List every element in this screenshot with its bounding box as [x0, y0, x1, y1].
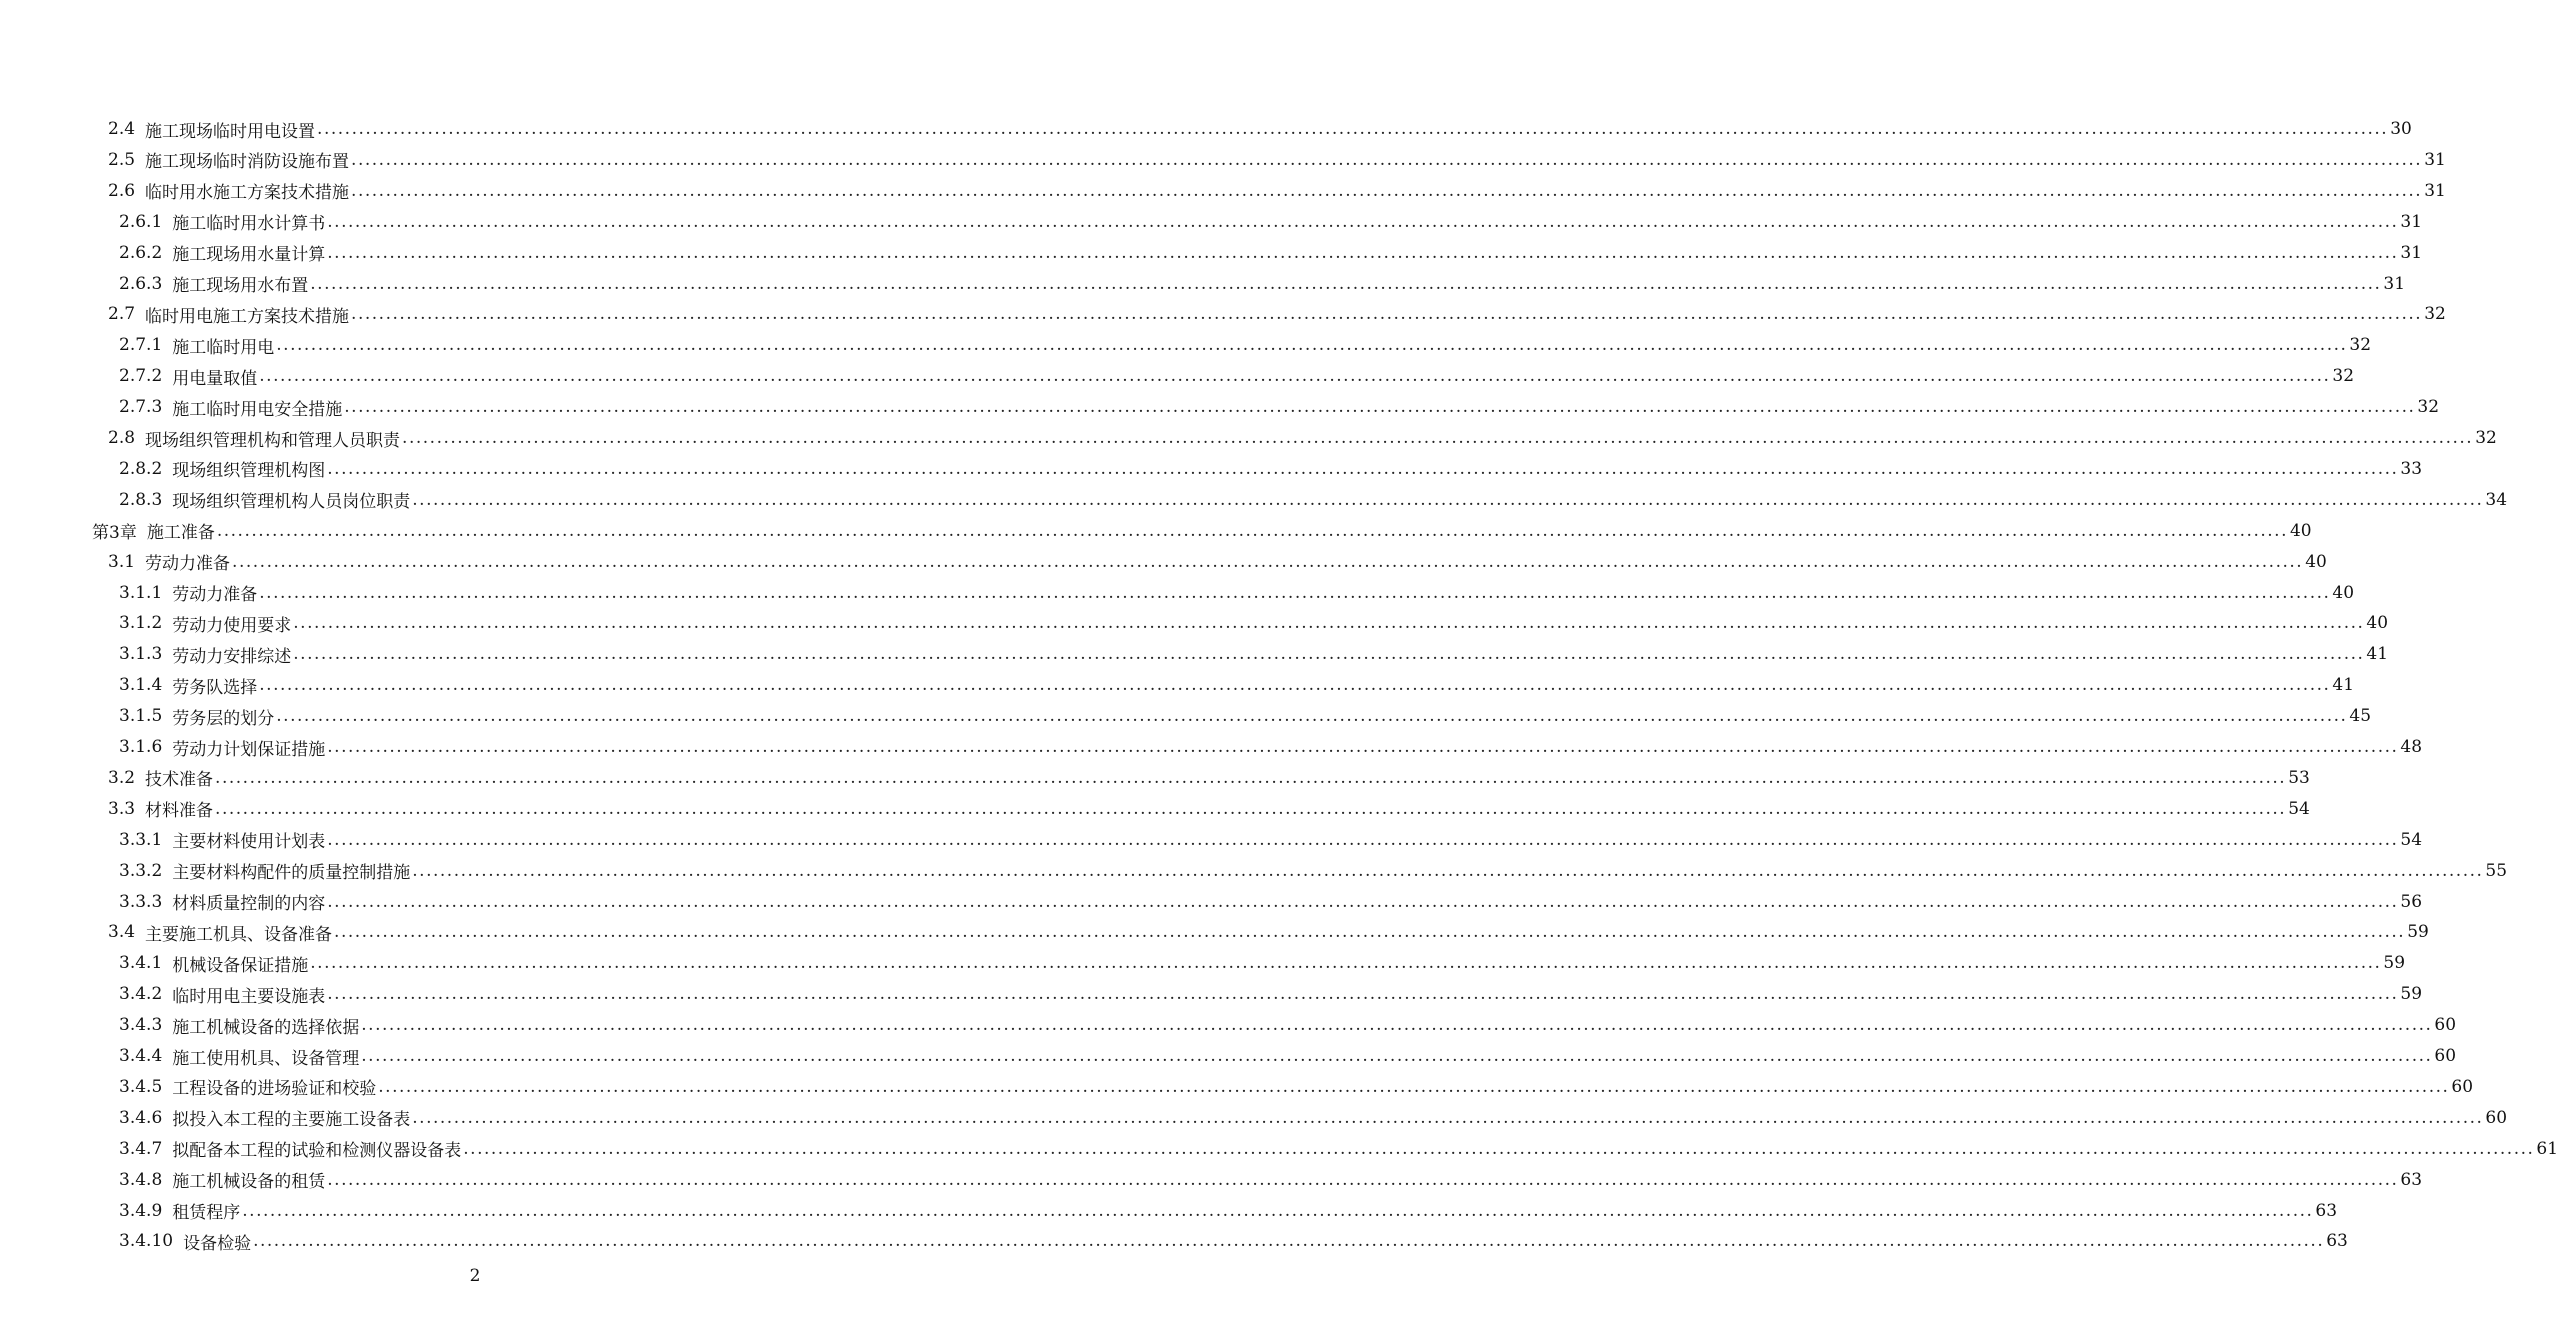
toc-entry-page: 32 [2424, 304, 2446, 325]
toc-leader-dots: ............................................................................................................................................................................................................................................................................................................ [259, 582, 2331, 603]
toc-entry[interactable] [119, 1072, 2474, 1102]
toc-entry-number: 2.4 [108, 119, 136, 139]
toc-leader-dots: ............................................................................................................................................................................................................................................................................................................ [327, 737, 2399, 757]
toc-entry-page: 59 [2383, 953, 2406, 974]
toc-entry[interactable] [119, 207, 2423, 237]
toc-entry-number: 3.3 [108, 798, 136, 819]
toc-entry-page: 31 [2400, 242, 2423, 263]
toc-leader-dots: ............................................................................................................................................................................................................................................................................................................ [351, 149, 2423, 170]
toc-entry[interactable] [119, 269, 2406, 299]
toc-entry-number: 2.7.1 [119, 335, 163, 356]
toc-entry-number: 2.8.2 [119, 458, 163, 479]
toc-entry[interactable] [119, 238, 2423, 268]
toc-entry-number: 3.4.7 [119, 1138, 163, 1159]
toc-leader-dots: ............................................................................................................................................................................................................................................................................................................ [327, 211, 2399, 232]
toc-entry-page: 63 [2315, 1200, 2338, 1221]
toc-entry[interactable] [119, 948, 2406, 978]
toc-entry-page: 32 [2417, 397, 2440, 418]
toc-entry-page: 32 [2332, 366, 2355, 387]
toc-entry-title: 现场组织管理机构人员岗位职责 [172, 492, 411, 513]
toc-entry-title: 劳务层的划分 [172, 708, 275, 729]
toc-entry-page: 31 [2424, 180, 2446, 201]
toc-leader-dots: ............................................................................................................................................................................................................................................................................................................ [327, 984, 2399, 1005]
toc-entry[interactable] [108, 794, 2310, 824]
toc-entry[interactable] [119, 1041, 2457, 1071]
toc-entry-title: 劳动力使用要求 [172, 615, 292, 636]
toc-entry-number: 3.4.9 [119, 1200, 163, 1221]
toc-leader-dots: ............................................................................................................................................................................................................................................................................................................ [412, 489, 2484, 510]
toc-entry-number: 2.8.3 [119, 489, 163, 510]
toc-entry-title: 材料准备 [145, 801, 214, 822]
toc-entry-page: 60 [2434, 1015, 2457, 1036]
toc-entry-title: 劳动力准备 [172, 585, 258, 605]
toc-entry-title: 施工临时用电安全措施 [172, 399, 343, 420]
toc-entry-page: 60 [2451, 1076, 2474, 1097]
toc-entry-number: 3.4.8 [119, 1169, 163, 1190]
toc-entry-page: 59 [2400, 984, 2423, 1005]
toc-leader-dots: ............................................................................................................................................................................................................................................................................................................ [327, 891, 2399, 912]
toc-entry-page: 53 [2288, 767, 2310, 788]
toc-entry-page: 31 [2400, 211, 2423, 232]
toc-entry[interactable] [119, 670, 2355, 700]
toc-entry[interactable] [108, 917, 2429, 947]
toc-entry[interactable] [108, 763, 2310, 793]
toc-entry-number: 2.6.1 [119, 211, 163, 232]
toc-entry-page: 40 [2289, 520, 2312, 541]
toc-leader-dots: ............................................................................................................................................................................................................................................................................................................ [310, 273, 2382, 294]
toc-leader-dots: ............................................................................................................................................................................................................................................................................................................ [293, 644, 2365, 665]
toc-leader-dots: ............................................................................................................................................................................................................................................................................................................ [412, 860, 2484, 881]
toc-entry-title: 设备检验 [183, 1233, 252, 1254]
toc-entry-title: 劳动力安排综述 [172, 646, 292, 667]
toc-entry-page: 32 [2349, 335, 2372, 356]
toc-leader-dots: ............................................................................................................................................................................................................................................................................................................ [259, 675, 2331, 696]
toc-entry[interactable] [119, 979, 2423, 1009]
toc-leader-dots: ............................................................................................................................................................................................................................................................................................................ [242, 1200, 2314, 1221]
toc-entry-number: 3.2 [108, 767, 136, 788]
toc-entry-number: 3.4.4 [119, 1046, 163, 1066]
toc-leader-dots: ............................................................................................................................................................................................................................................................................................................ [215, 767, 2287, 788]
toc-leader-dots: ............................................................................................................................................................................................................................................................................................................ [276, 706, 2348, 727]
toc-leader-dots: ............................................................................................................................................................................................................................................................................................................ [293, 613, 2365, 634]
toc-entry[interactable] [108, 114, 2412, 144]
toc-entry-title: 施工现场用水布置 [172, 276, 309, 296]
toc-entry-number: 3.4 [108, 922, 136, 943]
toc-entry[interactable] [119, 825, 2423, 855]
toc-entry-page: 31 [2424, 149, 2446, 170]
page-number: 2 [469, 1266, 481, 1286]
toc-entry-title: 材料质量控制的内容 [172, 894, 326, 914]
toc-entry-page: 55 [2485, 860, 2508, 881]
toc-entry[interactable] [119, 1196, 2338, 1226]
toc-entry[interactable] [119, 701, 2372, 731]
toc-entry-title: 施工现场临时用电设置 [145, 121, 316, 142]
toc-leader-dots: ............................................................................................................................................................................................................................................................................................................ [327, 242, 2399, 263]
toc-entry-number: 3.4.2 [119, 984, 163, 1005]
toc-entry-title: 拟投入本工程的主要施工设备表 [172, 1110, 411, 1131]
toc-leader-dots: ............................................................................................................................................................................................................................................................................................................ [215, 798, 2287, 819]
toc-leader-dots: ............................................................................................................................................................................................................................................................................................................ [334, 922, 2406, 943]
toc-entry[interactable] [108, 145, 2446, 175]
toc-leader-dots: ............................................................................................................................................................................................................................................................................................................ [351, 180, 2423, 201]
toc-leader-dots: ............................................................................................................................................................................................................................................................................................................ [361, 1015, 2433, 1036]
toc-entry-number: 3.3.1 [119, 829, 163, 850]
toc-entry-title: 劳动力准备 [145, 554, 231, 575]
toc-entry-page: 63 [2326, 1231, 2348, 1252]
toc-entry-title: 现场组织管理机构图 [172, 461, 326, 482]
toc-leader-dots: ............................................................................................................................................................................................................................................................................................................ [463, 1138, 2535, 1159]
toc-entry[interactable] [119, 1103, 2508, 1133]
toc-leader-dots: ............................................................................................................................................................................................................................................................................................................ [327, 829, 2399, 850]
toc-entry-number: 3.1.4 [119, 675, 163, 696]
toc-entry-page: 40 [2366, 613, 2389, 634]
toc-entry-page: 40 [2332, 582, 2355, 603]
toc-entry-title: 工程设备的进场验证和校验 [172, 1079, 377, 1100]
toc-leader-dots: ............................................................................................................................................................................................................................................................................................................ [327, 1169, 2399, 1190]
toc-entry-page: 48 [2400, 737, 2423, 757]
toc-leader-dots: ............................................................................................................................................................................................................................................................................................................ [351, 304, 2423, 325]
toc-entry-page: 32 [2475, 428, 2497, 448]
toc-entry-number: 3.4.6 [119, 1107, 163, 1128]
toc-entry-page: 56 [2400, 891, 2423, 912]
toc-entry-title: 施工准备 [146, 523, 215, 544]
toc-entry-number: 3.4.1 [119, 953, 163, 974]
toc-entry-number: 3.3.3 [119, 891, 163, 912]
toc-entry[interactable] [119, 485, 2508, 515]
toc-entry-page: 31 [2383, 273, 2406, 294]
toc-leader-dots: ............................................................................................................................................................................................................................................................................................................ [361, 1046, 2433, 1066]
toc-entry-page: 60 [2485, 1107, 2508, 1128]
toc-leader-dots: ............................................................................................................................................................................................................................................................................................................ [232, 551, 2304, 572]
toc-entry[interactable] [108, 299, 2446, 329]
toc-entry-number: 3.1.2 [119, 613, 163, 634]
toc-entry[interactable] [108, 547, 2327, 577]
toc-entry-title: 劳动力计划保证措施 [172, 739, 326, 760]
toc-entry-title: 主要材料使用计划表 [172, 832, 326, 853]
toc-entry[interactable] [119, 578, 2355, 608]
toc-entry-title: 拟配备本工程的试验和检测仪器设备表 [172, 1141, 462, 1162]
toc-entry-number: 2.8 [108, 428, 136, 448]
toc-entry[interactable] [119, 608, 2389, 638]
toc-entry-number: 第3章 [92, 523, 137, 544]
toc-entry-number: 2.6.2 [119, 242, 163, 263]
toc-leader-dots: ............................................................................................................................................................................................................................................................................................................ [259, 366, 2331, 387]
toc-entry-title: 施工现场用水量计算 [172, 245, 326, 266]
toc-entry-number: 2.6.3 [119, 273, 163, 294]
toc-leader-dots: ............................................................................................................................................................................................................................................................................................................ [344, 397, 2416, 418]
toc-entry-title: 施工现场临时消防设施布置 [145, 152, 350, 173]
toc-entry-title: 施工机械设备的选择依据 [172, 1017, 360, 1038]
toc-entry[interactable] [119, 856, 2508, 886]
toc-entry-page: 30 [2390, 119, 2412, 139]
toc-entry-page: 40 [2305, 551, 2327, 572]
toc-entry-number: 3.3.2 [119, 860, 163, 881]
toc-entry-page: 41 [2366, 644, 2389, 665]
toc-entry-page: 33 [2400, 458, 2423, 479]
toc-leader-dots: ............................................................................................................................................................................................................................................................................................................ [327, 458, 2399, 479]
toc-entry-page: 61 [2536, 1138, 2558, 1159]
toc-entry-title: 临时用电主要设施表 [172, 986, 326, 1007]
toc-entry-title: 临时用水施工方案技术措施 [145, 183, 350, 204]
toc-entry-number: 3.1.5 [119, 706, 163, 727]
toc-entry[interactable] [119, 887, 2423, 917]
toc-entry-number: 3.4.5 [119, 1076, 163, 1097]
toc-entry[interactable] [92, 516, 2312, 546]
toc-entry[interactable] [119, 732, 2423, 762]
toc-entry-number: 3.4.10 [119, 1231, 174, 1252]
toc-entry-title: 劳务队选择 [172, 677, 258, 698]
toc-entry-title: 用电量取值 [172, 368, 258, 389]
toc-entry-number: 2.7 [108, 304, 136, 325]
toc-entry[interactable] [108, 423, 2497, 453]
toc-leader-dots: ............................................................................................................................................................................................................................................................................................................ [253, 1231, 2325, 1252]
toc-entry[interactable] [119, 330, 2372, 360]
toc-entry-page: 59 [2407, 922, 2429, 943]
toc-entry-page: 54 [2288, 798, 2310, 819]
toc-leader-dots: ............................................................................................................................................................................................................................................................................................................ [216, 520, 2288, 541]
toc-entry-title: 租赁程序 [172, 1203, 241, 1223]
toc-entry-number: 3.4.3 [119, 1015, 163, 1036]
toc-entry-title: 机械设备保证措施 [172, 955, 309, 976]
toc-entry-title: 技术准备 [145, 770, 214, 791]
toc-entry-number: 2.7.2 [119, 366, 163, 387]
toc-entry-number: 3.1.3 [119, 644, 163, 665]
toc-entry-title: 主要施工机具、设备准备 [145, 924, 333, 945]
toc-entry-title: 主要材料构配件的质量控制措施 [172, 863, 411, 884]
toc-entry-page: 63 [2400, 1169, 2423, 1190]
toc-leader-dots: ............................................................................................................................................................................................................................................................................................................ [276, 335, 2348, 356]
toc-entry[interactable] [119, 1165, 2423, 1195]
toc-entry-number: 3.1.1 [119, 582, 163, 603]
toc-entry-title: 临时用电施工方案技术措施 [145, 306, 350, 327]
toc-leader-dots: ............................................................................................................................................................................................................................................................................................................ [310, 953, 2382, 974]
toc-entry-page: 34 [2485, 489, 2508, 510]
toc-entry-page: 45 [2349, 706, 2372, 727]
toc-entry[interactable] [108, 176, 2446, 206]
toc-entry-number: 3.1 [108, 551, 136, 572]
toc-entry-page: 41 [2332, 675, 2355, 696]
toc-entry-title: 施工临时用电 [172, 337, 275, 358]
toc-entry[interactable] [119, 361, 2355, 391]
toc-entry-number: 3.1.6 [119, 737, 163, 757]
toc-entry-page: 60 [2434, 1046, 2457, 1066]
toc-entry-number: 2.5 [108, 149, 136, 170]
toc-entry[interactable] [119, 392, 2440, 422]
toc-entry[interactable] [119, 1134, 2558, 1164]
toc-entry-number: 2.6 [108, 180, 136, 201]
toc-leader-dots: ............................................................................................................................................................................................................................................................................................................ [378, 1076, 2450, 1097]
toc-entry[interactable] [119, 639, 2389, 669]
toc-entry-title: 现场组织管理机构和管理人员职责 [145, 430, 401, 451]
toc-entry-title: 施工临时用水计算书 [172, 214, 326, 235]
toc-entry-title: 施工机械设备的租赁 [172, 1172, 326, 1193]
toc-entry[interactable] [119, 1226, 2348, 1256]
toc-entry[interactable] [119, 1010, 2457, 1040]
toc-entry-title: 施工使用机具、设备管理 [172, 1048, 360, 1069]
toc-leader-dots: ............................................................................................................................................................................................................................................................................................................ [317, 119, 2389, 139]
toc-entry[interactable] [119, 454, 2423, 484]
toc-leader-dots: ............................................................................................................................................................................................................................................................................................................ [412, 1107, 2484, 1128]
toc-leader-dots: ............................................................................................................................................................................................................................................................................................................ [402, 428, 2474, 448]
toc-entry-number: 2.7.3 [119, 397, 163, 418]
toc-entry-page: 54 [2400, 829, 2423, 850]
